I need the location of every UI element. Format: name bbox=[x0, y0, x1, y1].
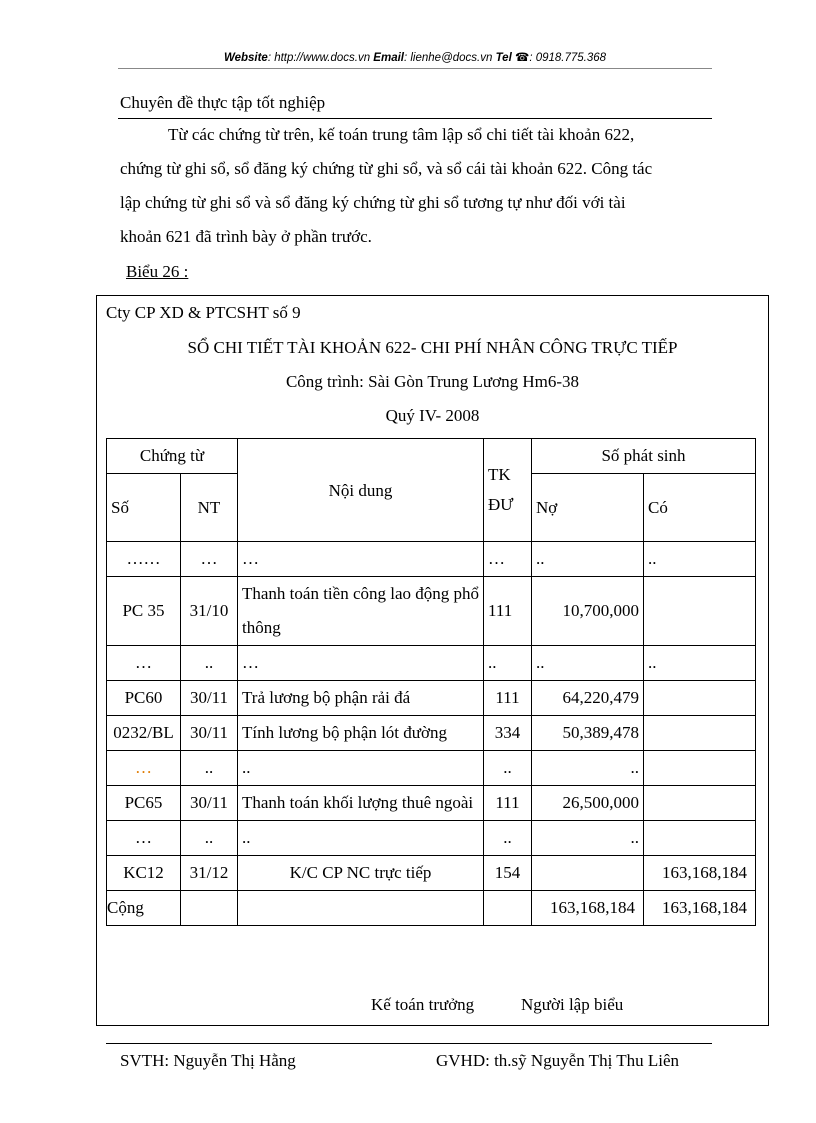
cell-debit: 26,500,000 bbox=[532, 786, 644, 821]
cell-content: .. bbox=[238, 751, 484, 786]
cell-account: 111 bbox=[484, 786, 532, 821]
footer-advisor: GVHD: th.sỹ Nguyễn Thị Thu Liên bbox=[436, 1051, 680, 1070]
header-rule bbox=[118, 68, 712, 69]
cell-number: PC 35 bbox=[107, 577, 181, 646]
table-caption: Biểu 26 : bbox=[126, 262, 189, 281]
phone-icon: ☎ bbox=[514, 52, 530, 64]
cell-debit: 50,389,478 bbox=[532, 716, 644, 751]
cell-date: .. bbox=[181, 646, 238, 681]
cell-content: .. bbox=[238, 821, 484, 856]
quarter-label: Quý IV- 2008 bbox=[385, 406, 480, 425]
ledger-title: SỔ CHI TIẾT TÀI KHOẢN 622- CHI PHÍ NHÂN CÔNG TRỰC TIẾP bbox=[187, 338, 678, 357]
company-name: Cty CP XD & PTCSHT số 9 bbox=[106, 303, 301, 322]
total-row bbox=[107, 891, 756, 926]
website-label: Website bbox=[223, 52, 268, 64]
cell-number: … bbox=[107, 821, 181, 856]
total-account-empty bbox=[484, 891, 532, 926]
total-date-empty bbox=[181, 891, 238, 926]
cell-credit bbox=[644, 716, 756, 751]
project-name: Công trình: Sài Gòn Trung Lương Hm6-38 bbox=[285, 372, 580, 391]
cell-content: … bbox=[238, 646, 484, 681]
cell-debit: .. bbox=[532, 751, 644, 786]
cell-account: 154 bbox=[484, 856, 532, 891]
cell-number: … bbox=[107, 751, 181, 786]
email-address: : lienhe@docs.vn bbox=[403, 52, 493, 64]
cell-date: .. bbox=[181, 821, 238, 856]
total-credit: 163,168,184 bbox=[644, 891, 756, 926]
table-row bbox=[107, 786, 756, 821]
cell-content: … bbox=[238, 542, 484, 577]
cell-debit: 64,220,479 bbox=[532, 681, 644, 716]
table-row bbox=[107, 716, 756, 751]
website-url: : http://www.docs.vn bbox=[267, 52, 371, 64]
cell-credit bbox=[644, 821, 756, 856]
cell-date: 31/12 bbox=[181, 856, 238, 891]
paragraph-line: khoản 621 đã trình bày ở phần trước. bbox=[120, 227, 372, 246]
intro-paragraph bbox=[120, 118, 712, 254]
cell-number: PC60 bbox=[107, 681, 181, 716]
total-debit: 163,168,184 bbox=[532, 891, 644, 926]
cell-account: 111 bbox=[484, 681, 532, 716]
header-content: Nội dung bbox=[238, 439, 484, 542]
cell-account: … bbox=[484, 542, 532, 577]
cell-date: 30/11 bbox=[181, 716, 238, 751]
cell-account: .. bbox=[484, 646, 532, 681]
cell-date: .. bbox=[181, 751, 238, 786]
table-row bbox=[107, 821, 756, 856]
footer-rule bbox=[106, 1043, 712, 1044]
ledger-table bbox=[106, 438, 756, 926]
tel-label: Tel bbox=[495, 52, 512, 64]
email-label: Email bbox=[373, 52, 404, 64]
cell-content: K/C CP NC trực tiếp bbox=[238, 856, 484, 891]
cell-debit: .. bbox=[532, 542, 644, 577]
cell-account: 111 bbox=[484, 577, 532, 646]
header-row bbox=[107, 439, 756, 474]
header-debit: Nợ bbox=[532, 474, 644, 542]
cell-content: Tính lương bộ phận lót đường bbox=[238, 716, 484, 751]
cell-number: 0232/BL bbox=[107, 716, 181, 751]
paragraph-line: Từ các chứng từ trên, kế toán trung tâm lập sổ chi tiết tài khoản 622, bbox=[168, 125, 635, 144]
header-credit: Có bbox=[644, 474, 756, 542]
cell-date: 30/11 bbox=[181, 681, 238, 716]
table-row bbox=[107, 751, 756, 786]
cell-credit bbox=[644, 681, 756, 716]
cell-debit: .. bbox=[532, 646, 644, 681]
header-voucher: Chứng từ bbox=[107, 439, 238, 474]
table-row bbox=[107, 577, 756, 646]
cell-content: Trả lương bộ phận rải đá bbox=[238, 681, 484, 716]
cell-date: … bbox=[181, 542, 238, 577]
cell-debit: .. bbox=[532, 821, 644, 856]
signature-preparer: Người lập biểu bbox=[521, 995, 624, 1014]
cell-number: … bbox=[107, 646, 181, 681]
cell-debit: 10,700,000 bbox=[532, 577, 644, 646]
signature-chief-accountant: Kế toán trưởng bbox=[371, 995, 475, 1014]
page-header bbox=[118, 50, 712, 68]
cell-account: .. bbox=[484, 751, 532, 786]
cell-number: PC65 bbox=[107, 786, 181, 821]
cell-account: .. bbox=[484, 821, 532, 856]
cell-credit bbox=[644, 751, 756, 786]
cell-credit bbox=[644, 786, 756, 821]
header-amount: Số phát sinh bbox=[532, 439, 756, 474]
cell-credit: 163,168,184 bbox=[644, 856, 756, 891]
cell-date: 31/10 bbox=[181, 577, 238, 646]
cell-credit: .. bbox=[644, 542, 756, 577]
cell-account: 334 bbox=[484, 716, 532, 751]
cell-content: Thanh toán tiền công lao động phổ thông bbox=[238, 577, 484, 646]
header-number: Số bbox=[107, 474, 181, 542]
header-account: TK ĐƯ bbox=[484, 439, 532, 542]
cell-content: Thanh toán khối lượng thuê ngoài bbox=[238, 786, 484, 821]
footer-student: SVTH: Nguyễn Thị Hằng bbox=[120, 1051, 296, 1070]
table-row bbox=[107, 646, 756, 681]
cell-number: …… bbox=[107, 542, 181, 577]
cell-credit: .. bbox=[644, 646, 756, 681]
header-date: NT bbox=[181, 474, 238, 542]
paragraph-line: lập chứng từ ghi sổ và sổ đăng ký chứng từ ghi sổ tương tự như đối với tài bbox=[120, 193, 626, 212]
total-content-empty bbox=[238, 891, 484, 926]
paragraph-line: chứng từ ghi sổ, sổ đăng ký chứng từ ghi sổ, và sổ cái tài khoản 622. Công tác bbox=[120, 159, 653, 178]
tel-number: : 0918.775.368 bbox=[529, 52, 607, 64]
cell-debit bbox=[532, 856, 644, 891]
table-row bbox=[107, 542, 756, 577]
topic-title: Chuyên đề thực tập tốt nghiệp bbox=[120, 93, 326, 112]
table-row bbox=[107, 856, 756, 891]
table-row bbox=[107, 681, 756, 716]
cell-number: KC12 bbox=[107, 856, 181, 891]
cell-credit bbox=[644, 577, 756, 646]
total-label: Cộng bbox=[107, 891, 181, 926]
cell-date: 30/11 bbox=[181, 786, 238, 821]
